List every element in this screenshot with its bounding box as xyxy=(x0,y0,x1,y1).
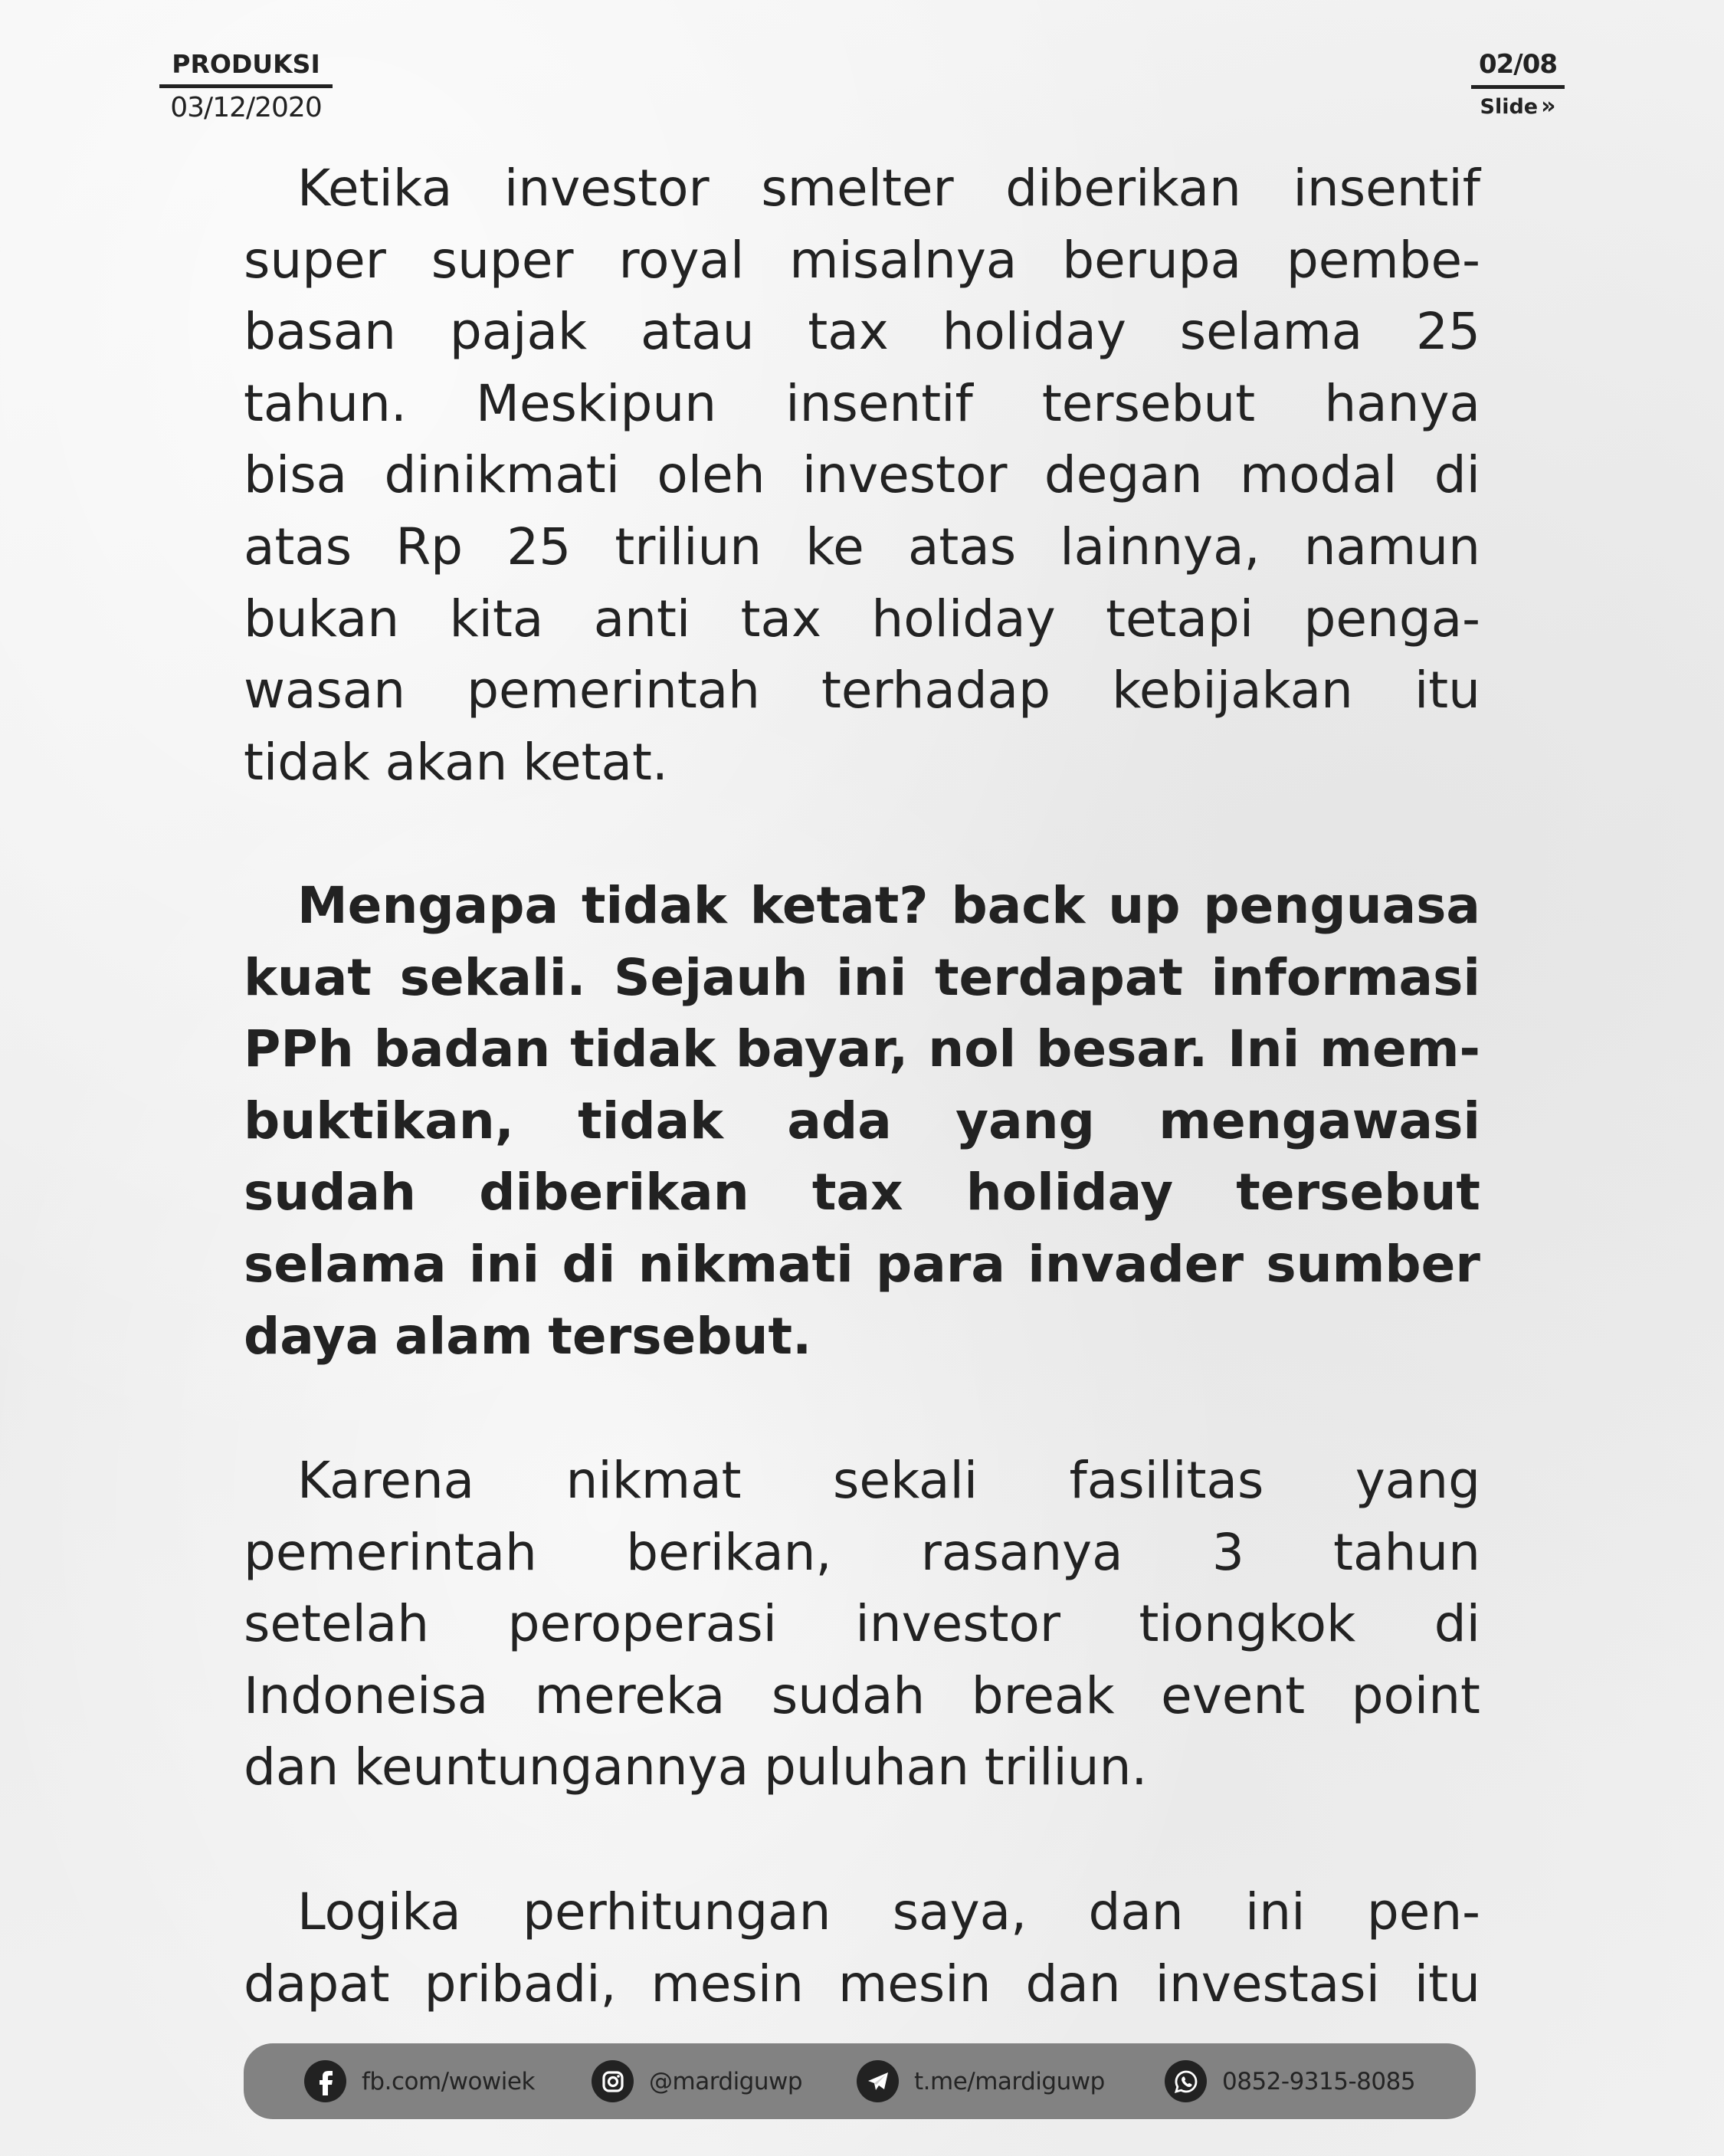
word: peroperasi xyxy=(507,1594,777,1654)
text-line xyxy=(244,1660,1480,1732)
word: tax xyxy=(811,1163,903,1222)
word: ini xyxy=(1244,1882,1306,1941)
word: tidak xyxy=(581,876,727,935)
text-line xyxy=(244,1301,1480,1373)
word: basan xyxy=(244,302,396,362)
word: perhitungan xyxy=(523,1882,831,1941)
word: tidak xyxy=(578,1091,724,1150)
text-line xyxy=(244,655,1480,727)
word: degan xyxy=(1044,445,1203,505)
text-line xyxy=(244,1229,1480,1301)
word: misalnya xyxy=(789,230,1018,290)
post-date: 03/12/2020 xyxy=(170,92,322,123)
word: oleh xyxy=(657,445,765,505)
word: 25 xyxy=(506,517,572,576)
word: holiday xyxy=(942,302,1126,362)
word: atas xyxy=(244,517,352,576)
word: investor xyxy=(504,159,710,218)
text-line xyxy=(244,225,1480,297)
word: mesin xyxy=(837,1954,991,2013)
page-indicator: 02/08 xyxy=(1478,49,1558,80)
word: informasi xyxy=(1211,947,1480,1007)
telegram-handle: t.me/mardiguwp xyxy=(914,2067,1105,2095)
word: Ini xyxy=(1227,1019,1300,1079)
word: dinikmati xyxy=(384,445,621,505)
word: pembe- xyxy=(1286,230,1480,290)
word: anti xyxy=(593,589,691,648)
text-line xyxy=(244,1085,1480,1157)
word: alam xyxy=(395,1306,533,1366)
word: ketat? xyxy=(749,876,929,935)
word: up xyxy=(1108,876,1181,935)
word: buktikan, xyxy=(244,1091,514,1150)
word: pen- xyxy=(1366,1882,1480,1941)
word: mengawasi xyxy=(1159,1091,1480,1150)
word: badan xyxy=(373,1019,551,1079)
word: di xyxy=(562,1234,616,1294)
word: Mengapa xyxy=(297,876,559,935)
word: investasi xyxy=(1155,1954,1380,2013)
category-divider xyxy=(159,84,333,88)
word: ketat. xyxy=(523,732,668,792)
text-line xyxy=(244,296,1480,368)
text-line xyxy=(244,1876,1480,1948)
word: penguasa xyxy=(1203,876,1480,935)
word: yang xyxy=(1355,1451,1480,1510)
word: tersebut xyxy=(1041,373,1256,433)
word: berupa xyxy=(1062,230,1242,290)
word: investor xyxy=(801,445,1008,505)
word: saya, xyxy=(892,1882,1028,1941)
word: Indoneisa xyxy=(244,1665,489,1725)
word: Sejauh xyxy=(614,947,808,1007)
contact-facebook[interactable] xyxy=(304,2060,535,2102)
word: nikmati xyxy=(637,1234,854,1294)
word: kuat xyxy=(244,947,372,1007)
word: tax xyxy=(808,302,889,362)
word: diberikan xyxy=(479,1163,749,1222)
word: holiday xyxy=(965,1163,1174,1222)
contact-whatsapp[interactable] xyxy=(1165,2060,1415,2102)
word: itu xyxy=(1414,661,1480,720)
word: 25 xyxy=(1416,302,1480,362)
word: smelter xyxy=(761,159,954,218)
word: pajak xyxy=(449,302,588,362)
word: super xyxy=(431,230,574,290)
word: pemerintah xyxy=(467,661,760,720)
word: daya xyxy=(244,1306,380,1366)
word: puluhan xyxy=(763,1738,969,1797)
word: bukan xyxy=(244,589,400,648)
word: diberikan xyxy=(1005,159,1241,218)
word: namun xyxy=(1303,517,1480,576)
word: dapat xyxy=(244,1954,390,2013)
word: tersebut xyxy=(1236,1163,1480,1222)
header-category-block xyxy=(159,48,333,125)
word: tahun xyxy=(1333,1522,1480,1582)
whatsapp-number: 0852-9315-8085 xyxy=(1222,2067,1416,2095)
instagram-icon xyxy=(592,2060,634,2102)
word: di xyxy=(1434,1594,1480,1654)
word: wasan xyxy=(244,661,406,720)
paragraph-4 xyxy=(244,1876,1480,2020)
double-chevron-right-icon: » xyxy=(1541,93,1556,120)
word: sekali. xyxy=(399,947,586,1007)
category-label: PRODUKSI xyxy=(172,49,320,79)
word: insentif xyxy=(1293,159,1480,218)
text-line xyxy=(244,942,1480,1014)
contact-telegram[interactable] xyxy=(857,2060,1105,2102)
text-line xyxy=(244,583,1480,655)
word: triliun. xyxy=(984,1738,1148,1797)
word: back xyxy=(951,876,1086,935)
text-line xyxy=(244,1013,1480,1085)
word: triliun xyxy=(615,517,762,576)
word: dan xyxy=(1025,1954,1121,2013)
word: selama xyxy=(244,1234,447,1294)
contact-bar xyxy=(244,2043,1476,2119)
word: Rp xyxy=(395,517,464,576)
word: sudah xyxy=(771,1665,926,1725)
word: berikan, xyxy=(626,1522,832,1582)
paragraph-2-emphasis xyxy=(244,870,1480,1372)
word: atau xyxy=(640,302,755,362)
word: nikmat xyxy=(565,1451,742,1510)
text-line xyxy=(244,1731,1480,1803)
word: ke xyxy=(805,517,864,576)
word: Ketika xyxy=(297,159,453,218)
word: tahun. xyxy=(244,373,407,433)
word: dan xyxy=(244,1738,339,1797)
word: tax xyxy=(740,589,822,648)
text-line xyxy=(244,439,1480,511)
word: rasanya xyxy=(920,1522,1123,1582)
text-line xyxy=(244,1588,1480,1660)
word: Meskipun xyxy=(476,373,717,433)
text-line xyxy=(244,1445,1480,1517)
word: investor xyxy=(855,1594,1061,1654)
word: holiday xyxy=(871,589,1056,648)
paragraph-1 xyxy=(244,153,1480,798)
word: sekali xyxy=(832,1451,978,1510)
word: modal xyxy=(1239,445,1398,505)
word: super xyxy=(244,230,386,290)
word: tetapi xyxy=(1106,589,1254,648)
word: nol xyxy=(928,1019,1017,1079)
word: tidak xyxy=(570,1019,716,1079)
word: mereka xyxy=(534,1665,726,1725)
word: kita xyxy=(449,589,544,648)
whatsapp-icon xyxy=(1165,2060,1207,2102)
word: insentif xyxy=(785,373,973,433)
word: ini xyxy=(468,1234,540,1294)
word: sudah xyxy=(244,1163,417,1222)
word: itu xyxy=(1414,1954,1480,2013)
text-line xyxy=(244,870,1480,942)
word: pribadi, xyxy=(424,1954,617,2013)
word: mem- xyxy=(1319,1019,1480,1079)
word: selama xyxy=(1179,302,1363,362)
word: tersebut. xyxy=(548,1306,812,1366)
word: fasilitas xyxy=(1069,1451,1264,1510)
word: ada xyxy=(787,1091,892,1150)
word: keuntungannya xyxy=(353,1738,749,1797)
word: Logika xyxy=(297,1882,461,1941)
word: point xyxy=(1351,1665,1480,1725)
word: hanya xyxy=(1324,373,1480,433)
word: PPh xyxy=(244,1019,354,1079)
word: tiongkok xyxy=(1139,1594,1356,1654)
slide-label: Slide xyxy=(1480,95,1539,119)
word: di xyxy=(1434,445,1480,505)
word: Karena xyxy=(297,1451,475,1510)
text-line xyxy=(244,1157,1480,1229)
text-line xyxy=(244,1948,1480,2020)
next-slide-hint[interactable] xyxy=(1480,94,1556,120)
instagram-handle: @mardiguwp xyxy=(649,2067,803,2095)
page-divider xyxy=(1471,85,1565,89)
word: pemerintah xyxy=(244,1522,537,1582)
telegram-icon xyxy=(857,2060,899,2102)
word: ini xyxy=(836,947,907,1007)
text-line xyxy=(244,727,1480,799)
text-line xyxy=(244,1517,1480,1589)
word: bisa xyxy=(244,445,348,505)
word: tidak xyxy=(244,732,370,792)
word: kebijakan xyxy=(1112,661,1353,720)
word: setelah xyxy=(244,1594,430,1654)
word: event xyxy=(1161,1665,1306,1725)
word: lainnya, xyxy=(1060,517,1260,576)
word: royal xyxy=(618,230,745,290)
word: 3 xyxy=(1211,1522,1244,1582)
text-line xyxy=(244,368,1480,440)
word: dan xyxy=(1088,1882,1184,1941)
word: penga- xyxy=(1303,589,1480,648)
text-line xyxy=(244,511,1480,583)
word: sumber xyxy=(1266,1234,1480,1294)
word: atas xyxy=(907,517,1017,576)
word: bayar, xyxy=(736,1019,909,1079)
facebook-handle: fb.com/wowiek xyxy=(362,2067,535,2095)
word: invader xyxy=(1028,1234,1244,1294)
facebook-icon xyxy=(304,2060,346,2102)
word: break xyxy=(971,1665,1115,1725)
word: yang xyxy=(955,1091,1095,1150)
word: terdapat xyxy=(934,947,1183,1007)
word: akan xyxy=(385,732,508,792)
paragraph-3 xyxy=(244,1445,1480,1803)
header-pagination-block xyxy=(1471,48,1565,120)
word: para xyxy=(876,1234,1005,1294)
text-line xyxy=(244,153,1480,225)
word: terhadap xyxy=(821,661,1051,720)
contact-instagram[interactable] xyxy=(592,2060,802,2102)
word: besar. xyxy=(1036,1019,1208,1079)
word: mesin xyxy=(651,1954,804,2013)
